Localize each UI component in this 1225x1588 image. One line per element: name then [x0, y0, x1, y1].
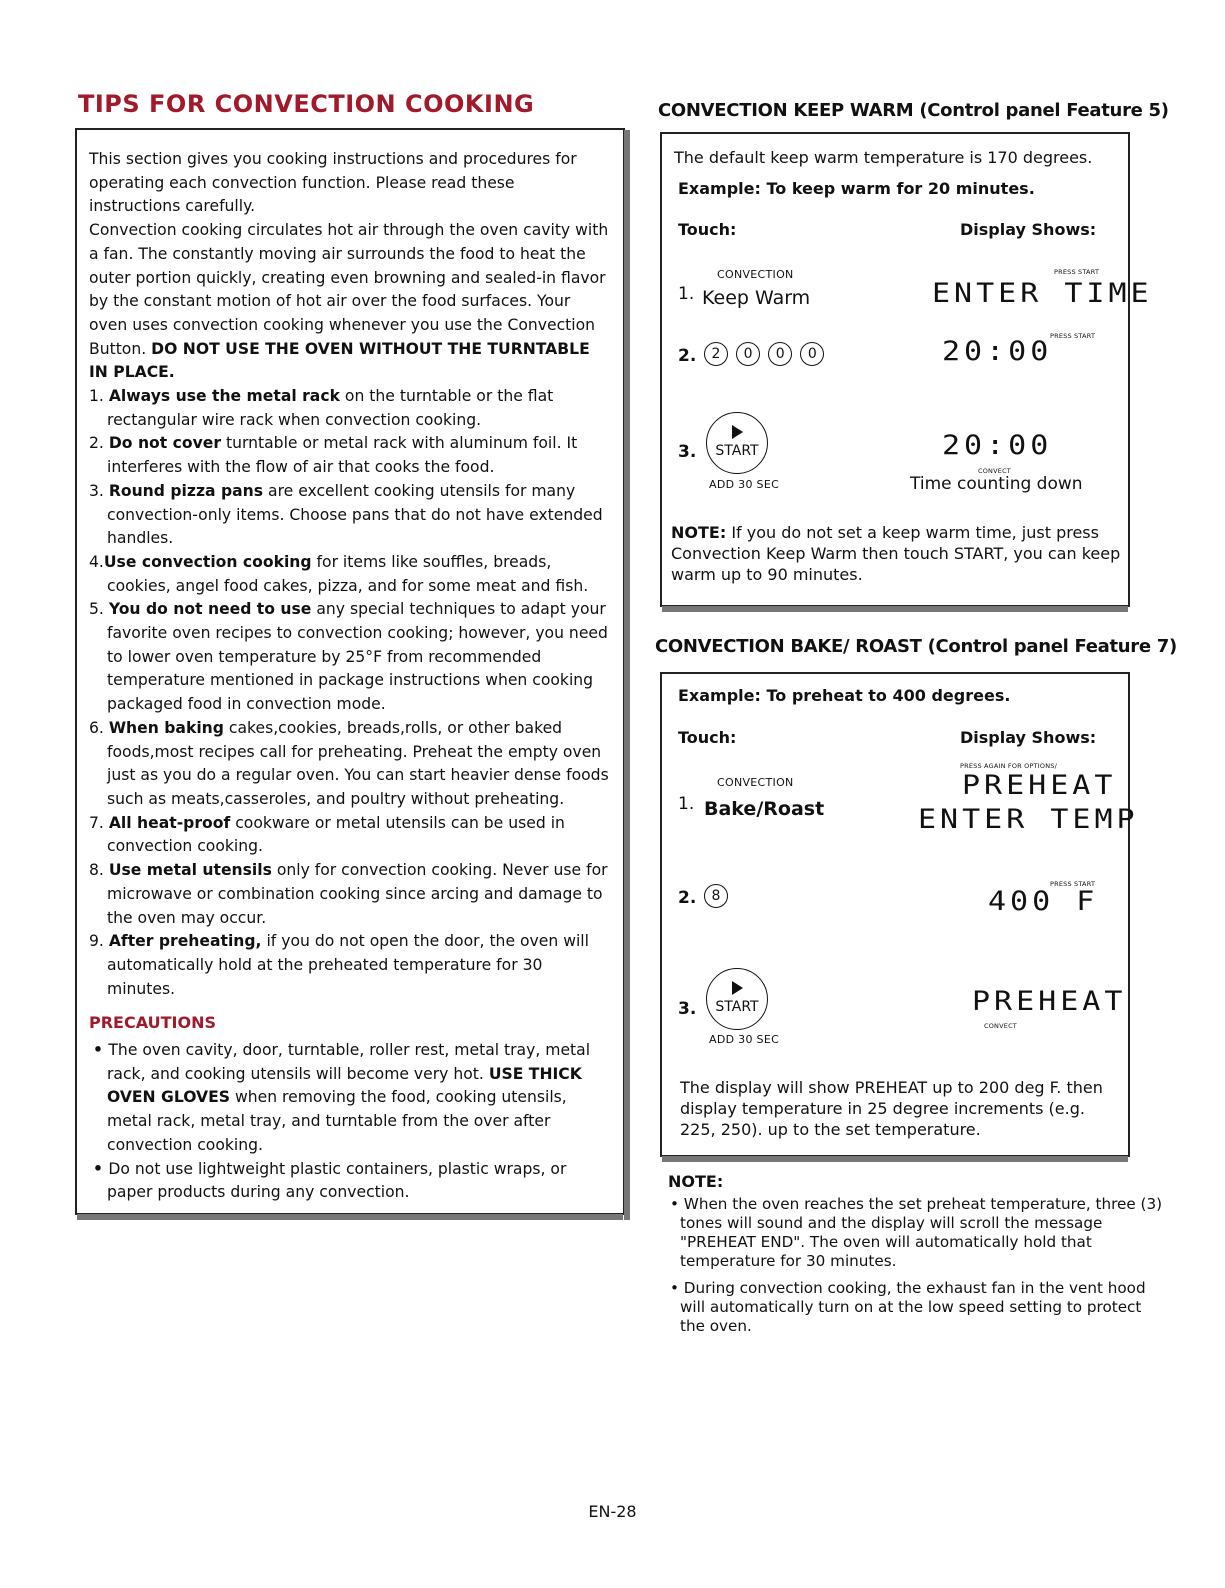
display-label: Display Shows:	[960, 728, 1097, 747]
list-item: • Do not use lightweight plastic containers, plastic wraps, or paper products during any convection.	[89, 1158, 609, 1205]
step-number: 3.	[678, 442, 697, 462]
lcd-display: 20:00	[942, 335, 1053, 368]
step-number: 2.	[678, 346, 697, 366]
touch-label: Touch:	[678, 220, 737, 239]
lcd-display: 20:00	[942, 429, 1053, 462]
key-0-button[interactable]: 0	[736, 342, 760, 366]
list-item: 2. Do not cover turntable or metal rack with aluminum foil. It interferes with the flow of air that cooks the food.	[89, 434, 578, 477]
page-number: EN-28	[588, 1502, 637, 1521]
start-button[interactable]: START	[706, 968, 768, 1030]
number-keys	[704, 342, 827, 366]
tips-intro-2: Convection cooking circulates hot air through the oven cavity with a fan. The constantly moving air surrounds the food to heat the outer portion quickly, creating even browning and sealed-in flavor by the constant motion of hot air over the food surfaces. Your oven uses convection cooking whenever you use the Convection Button. DO NOT USE THE OVEN WITHOUT THE TURNTABLE IN PLACE.	[89, 221, 609, 382]
step-number: 2.	[678, 888, 697, 908]
key-8-button[interactable]: 8	[704, 884, 728, 908]
add-30-sec-label: ADD 30 SEC	[709, 478, 780, 491]
list-item: • During convection cooking, the exhaust fan in the vent hood will automatically turn on at the low speed setting to protect the oven.	[668, 1279, 1168, 1336]
keep-warm-box	[660, 132, 1153, 607]
bake-example: Example: To preheat to 400 degrees.	[678, 686, 1011, 705]
play-icon	[732, 981, 743, 995]
bake-roast-box	[660, 672, 1139, 1157]
start-button[interactable]: START	[706, 412, 768, 474]
turntable-warning: DO NOT USE THE OVEN WITHOUT THE TURNTABLE IN PLACE.	[89, 339, 590, 382]
tips-intro-1: This section gives you cooking instructions and procedures for operating each convection function. Please read these instructions carefully.	[89, 150, 577, 216]
key-0-button[interactable]: 0	[800, 342, 824, 366]
convection-label: CONVECTION	[717, 268, 794, 281]
lcd-display: 400 F	[988, 885, 1099, 918]
play-icon	[732, 425, 743, 439]
press-start-indicator: PRESS START	[1054, 268, 1100, 276]
precautions-heading: PRECAUTIONS	[89, 1013, 216, 1033]
bake-roast-button[interactable]: Bake/Roast	[704, 798, 825, 820]
press-again-indicator: PRESS AGAIN FOR OPTIONS/	[960, 762, 1057, 770]
keep-warm-example: Example: To keep warm for 20 minutes.	[678, 179, 1035, 198]
list-item: 9. After preheating, if you do not open the door, the oven will automatically hold at the preheated temperature for 30 minutes.	[89, 932, 589, 998]
press-start-indicator: PRESS START	[1050, 332, 1096, 340]
step-number: 3.	[678, 999, 697, 1019]
display-label: Display Shows:	[960, 220, 1097, 239]
tips-box	[75, 128, 625, 1215]
lcd-display: ENTER TIME	[932, 277, 1153, 310]
list-item: • The oven cavity, door, turntable, roller rest, metal tray, metal rack, and cooking utensils will become very hot. USE THICK OVEN GLOVES when removing the food, cooking utensils, metal rack, metal tray, and turntable from the over after convection cooking.	[89, 1039, 609, 1158]
convect-indicator: CONVECT	[984, 1022, 1017, 1030]
lcd-display: ENTER TEMP	[918, 803, 1139, 836]
list-item: • When the oven reaches the set preheat temperature, three (3) tones will sound and the display will scroll the message "PREHEAT END". The oven will automatically hold that temperature for 30 minutes.	[668, 1195, 1168, 1271]
list-item: 1. Always use the metal rack on the turntable or the flat rectangular wire rack when convection cooking.	[89, 387, 554, 429]
tips-list	[89, 385, 609, 1001]
keep-warm-default: The default keep warm temperature is 170 degrees.	[674, 148, 1093, 167]
preheat-info: The display will show PREHEAT up to 200 deg F. then display temperature in 25 degree increments (e.g. 225, 250). up to the set temperature.	[680, 1078, 1103, 1139]
tips-heading: TIPS FOR CONVECTION COOKING	[78, 90, 535, 118]
time-counting-caption: Time counting down	[910, 474, 1083, 494]
lcd-display: PREHEAT	[972, 985, 1127, 1018]
list-item: 6. When baking cakes,cookies, breads,rolls, or other baked foods,most recipes call for preheating. Preheat the empty oven just as you do a regular oven. You can start heavier dense foods such as meats,casseroles, and poultry without preheating.	[89, 718, 609, 808]
add-30-sec-label: ADD 30 SEC	[709, 1033, 780, 1046]
list-item: 8. Use metal utensils only for convection cooking. Never use for microwave or combination cooking since arcing and damage to the oven may occur.	[89, 861, 608, 927]
keep-warm-heading: CONVECTION KEEP WARM (Control panel Feature 5)	[658, 100, 1169, 121]
note-list	[668, 1195, 1168, 1336]
keep-warm-button[interactable]: Keep Warm	[702, 287, 811, 309]
keep-warm-note: NOTE: If you do not set a keep warm time, just press Convection Keep Warm then touch START, you can keep warm up to 90 minutes.	[671, 523, 1121, 584]
list-item: 3. Round pizza pans are excellent cooking utensils for many convection-only items. Choose pans that do not have extended handles.	[89, 481, 603, 548]
key-2-button[interactable]: 2	[704, 342, 728, 366]
key-0-button[interactable]: 0	[768, 342, 792, 366]
list-item: 7. All heat-proof cookware or metal utensils can be used in convection cooking.	[89, 813, 565, 856]
note-heading: NOTE:	[668, 1172, 724, 1191]
list-item: 5. You do not need to use any special techniques to adapt your favorite oven recipes to convection cooking; however, you need to lower oven temperature by 25°F from recommended temperature mentioned in package instructions when cooking packaged food in convection mode.	[89, 600, 608, 714]
convect-indicator: CONVECT	[978, 467, 1011, 475]
lcd-display: PREHEAT	[962, 769, 1117, 802]
note-section	[668, 1172, 1168, 1344]
step-number: 1.	[678, 284, 695, 304]
touch-label: Touch:	[678, 728, 737, 747]
convection-label: CONVECTION	[717, 776, 794, 789]
press-start-indicator: PRESS START	[1050, 880, 1096, 888]
number-keys	[704, 884, 731, 908]
list-item: 4.Use convection cooking for items like souffles, breads, cookies, angel food cakes, pizza, and for some meat and fish.	[89, 552, 589, 595]
step-number: 1.	[678, 794, 695, 814]
bake-roast-heading: CONVECTION BAKE/ ROAST (Control panel Feature 7)	[655, 636, 1177, 657]
precautions-list	[89, 1039, 609, 1205]
